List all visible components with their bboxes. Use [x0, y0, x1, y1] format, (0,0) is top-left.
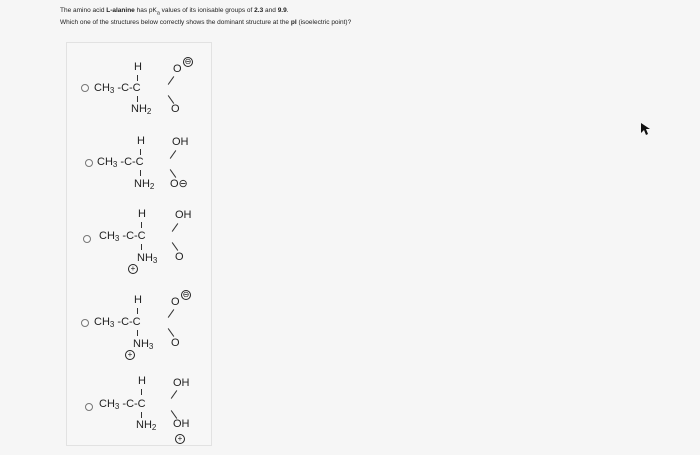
bond	[137, 96, 138, 102]
ch3-subscript: 3	[112, 160, 118, 169]
alpha-carbon: -C-	[119, 230, 138, 242]
bond	[140, 149, 141, 155]
positive-charge-icon: +	[125, 350, 135, 360]
ch3-subscript: 3	[109, 320, 115, 329]
bond	[168, 76, 175, 85]
amino-group	[134, 178, 154, 193]
ch3-subscript: 3	[114, 402, 120, 411]
double-bond	[170, 169, 177, 178]
ch3-group	[94, 82, 141, 97]
bottom-oxygen: O	[175, 251, 184, 263]
alpha-carbon: -C-	[117, 156, 136, 168]
atom-h: H	[134, 294, 142, 306]
radio-button-option-5[interactable]	[85, 403, 93, 411]
radio-button-option-4[interactable]	[81, 319, 89, 327]
ch3-text: CH	[97, 156, 113, 168]
bond	[141, 244, 142, 250]
atom-h: H	[134, 61, 142, 73]
ammonium-text: NH	[133, 338, 149, 350]
carboxyl-carbon: C	[132, 316, 141, 328]
alpha-carbon: -C-	[114, 82, 133, 94]
question-line-2	[60, 18, 351, 28]
answer-options-panel	[66, 42, 212, 446]
bottom-oxygen: O	[171, 103, 180, 115]
amino-subscript: 2	[149, 182, 155, 191]
amino-subscript: 2	[151, 423, 157, 432]
ch3-subscript: 3	[109, 86, 115, 95]
ch3-text: CH	[94, 316, 110, 328]
negative-charge-icon: ⊖	[184, 57, 192, 66]
bond	[171, 390, 178, 399]
atom-h: H	[137, 135, 145, 147]
question-text-part: Which one of the structures below correctly shows the dominant structure at the	[60, 19, 291, 27]
bottom-hydroxyl: OH	[173, 418, 190, 430]
bond	[141, 412, 142, 418]
question-text-part: The amino acid	[60, 7, 107, 14]
radio-button-option-1[interactable]	[81, 84, 89, 92]
amino-group	[136, 419, 156, 434]
atom-h: H	[138, 375, 146, 387]
question-text-part: values of its ionisable groups of	[159, 7, 255, 14]
pk-subscript: a	[156, 10, 160, 17]
pk1-value: 2.3	[254, 7, 264, 14]
top-hydroxyl: OH	[173, 377, 190, 389]
question-text-part: .	[286, 7, 289, 14]
mouse-cursor-icon	[640, 122, 652, 136]
alpha-carbon: -C-	[114, 316, 133, 328]
positive-charge-icon: +	[128, 264, 138, 274]
top-oxygen: O	[173, 63, 182, 75]
atom-h: H	[138, 208, 146, 220]
ch3-group	[97, 156, 144, 171]
double-bond	[168, 328, 175, 337]
bond	[137, 308, 138, 314]
negative-charge-icon: ⊖	[182, 290, 190, 299]
bond	[137, 75, 138, 81]
ch3-group	[99, 230, 146, 245]
amino-text: NH	[136, 419, 152, 431]
bond	[141, 389, 142, 395]
ch3-subscript: 3	[114, 234, 120, 243]
positive-charge-icon: +	[175, 434, 185, 444]
bottom-oxygen: O	[171, 337, 180, 349]
ammonium-subscript: 3	[148, 342, 154, 351]
question-text-part: has pK	[134, 7, 157, 14]
carboxyl-carbon: C	[137, 230, 146, 242]
bond	[168, 309, 175, 318]
amino-text: NH	[131, 103, 147, 115]
ammonium-group	[133, 338, 153, 353]
ch3-text: CH	[99, 398, 115, 410]
ch3-group	[94, 316, 141, 331]
top-hydroxyl: OH	[175, 209, 192, 221]
radio-button-option-3[interactable]	[83, 235, 91, 243]
ch3-text: CH	[99, 230, 115, 242]
bond	[172, 223, 179, 232]
bond	[140, 170, 141, 176]
bond	[170, 150, 177, 159]
alpha-carbon: -C-	[119, 398, 138, 410]
carboxyl-carbon: C	[137, 398, 146, 410]
top-hydroxyl: OH	[172, 136, 189, 148]
pi-label: pI	[290, 19, 297, 27]
bond	[141, 222, 142, 228]
amino-acid-name: L-alanine	[106, 7, 135, 14]
ammonium-group	[137, 252, 157, 267]
question-line-1	[60, 6, 351, 18]
amino-subscript: 2	[146, 107, 152, 116]
double-bond	[172, 242, 179, 251]
question-text-part: and	[263, 7, 278, 14]
bond	[137, 330, 138, 336]
carboxyl-carbon: C	[135, 156, 144, 168]
question-text	[60, 6, 351, 28]
question-text-part: (isoelectric point)?	[296, 19, 352, 27]
top-oxygen: O	[171, 296, 180, 308]
ammonium-subscript: 3	[152, 256, 158, 265]
ammonium-text: NH	[137, 252, 153, 264]
pk2-value: 9.9	[277, 7, 287, 14]
bottom-oxygen-anion: O⊖	[170, 178, 188, 190]
amino-group	[131, 103, 151, 118]
ch3-text: CH	[94, 82, 110, 94]
radio-button-option-2[interactable]	[85, 159, 93, 167]
amino-text: NH	[134, 178, 150, 190]
carboxyl-carbon: C	[132, 82, 141, 94]
ch3-group	[99, 398, 146, 413]
